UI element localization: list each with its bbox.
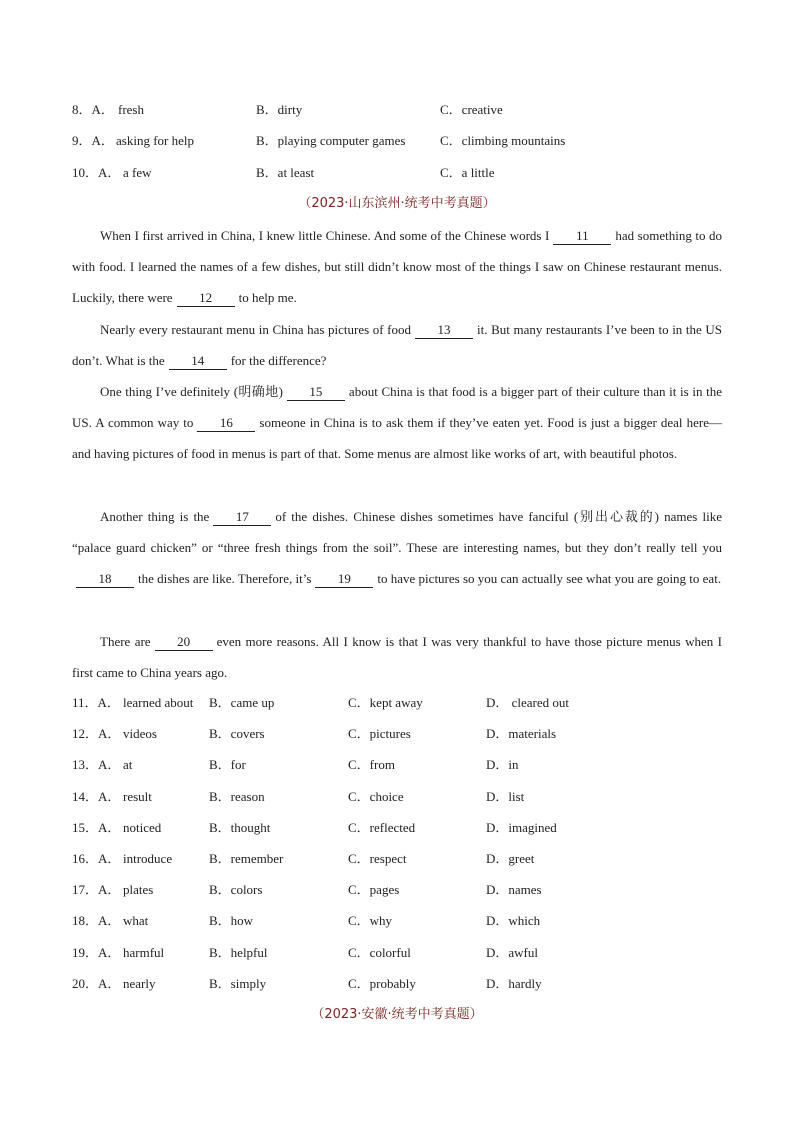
option-b: B．covers: [209, 726, 265, 741]
blank-19: 19: [315, 571, 373, 588]
blank-13: 13: [415, 322, 473, 339]
question-number: 20．A．: [72, 976, 121, 991]
question-number: 14．A．: [72, 789, 121, 804]
question-number: 18．A．: [72, 913, 121, 928]
option-c: C．pictures: [348, 726, 411, 741]
option-c: C．probably: [348, 976, 416, 991]
option-c: C．climbing mountains: [440, 133, 566, 148]
passage-paragraph-3: One thing I’ve definitely (明确地) 15 about China is that food is a bigger part of their culture than it is in the US. A common way to 16 someone in China is to ask them if they’ve eaten yet. Food is just a bigger deal here—and having pictures of food in menus is part of that. Some menus are almost like works of art, with beautiful photos.: [72, 384, 722, 462]
question-number: 11．A．: [72, 695, 120, 710]
option-c: C．respect: [348, 851, 407, 866]
blank-18: 18: [76, 571, 134, 588]
option-b: B．at least: [256, 165, 315, 180]
section-heading: （2023·山东滨州·统考中考真题）: [298, 196, 496, 211]
option-a: harmful: [123, 945, 165, 960]
option-d: D．names: [486, 882, 542, 897]
option-a: videos: [123, 726, 157, 741]
option-d: D．which: [486, 913, 541, 928]
question-number: 10．A．: [72, 165, 121, 180]
blank-20: 20: [155, 634, 213, 651]
option-a: introduce: [123, 851, 173, 866]
question-number: 8．A．: [72, 102, 114, 117]
option-d: D． cleared out: [486, 695, 570, 710]
option-d: D．imagined: [486, 820, 557, 835]
option-c: C．choice: [348, 789, 404, 804]
option-b: B．how: [209, 913, 254, 928]
option-b: B．colors: [209, 882, 263, 897]
passage-paragraph-2: Nearly every restaurant menu in China has pictures of food 13 it. But many restaurants I’ve been to in the US don’t. What is the 14 for the difference?: [72, 322, 722, 369]
option-c: C．pages: [348, 882, 400, 897]
option-a: nearly: [123, 976, 156, 991]
option-a: what: [123, 913, 149, 928]
blank-14: 14: [169, 353, 227, 370]
blank-11: 11: [553, 228, 611, 245]
option-d: D．awful: [486, 945, 538, 960]
blank-16: 16: [197, 415, 255, 432]
option-c: C．creative: [440, 102, 503, 117]
question-number: 15．A．: [72, 820, 121, 835]
option-d: D．greet: [486, 851, 535, 866]
question-number: 16．A．: [72, 851, 121, 866]
option-b: B．helpful: [209, 945, 268, 960]
passage-paragraph-1: When I first arrived in China, I knew little Chinese. And some of the Chinese words I 11 had something to do with food. I learned the names of a few dishes, but still didn’t know most of the things I saw on Chinese restaurant menus. Luckily, there were 12 to help me.: [72, 228, 723, 306]
option-b: B．for: [209, 757, 246, 772]
option-c: C．kept away: [348, 695, 423, 710]
option-a: at: [123, 757, 133, 772]
option-a: fresh: [118, 102, 144, 117]
option-b: B．came up: [209, 695, 275, 710]
option-d: D．in: [486, 757, 519, 772]
option-d: D．list: [486, 789, 525, 804]
passage-paragraph-5: There are 20 even more reasons. All I know is that I was very thankful to have those picture menus when I first came to China years ago.: [72, 634, 722, 681]
option-c: C．a little: [440, 165, 495, 180]
option-a: a few: [123, 165, 152, 180]
option-b: B．remember: [209, 851, 284, 866]
option-a: learned about: [123, 695, 194, 710]
option-c: C．reflected: [348, 820, 416, 835]
option-c: C．colorful: [348, 945, 411, 960]
passage-paragraph-4: Another thing is the 17 of the dishes. Chinese dishes sometimes have fanciful (别出心裁的) names like “palace guard chicken” or “three fresh things from the soil”. These are interesting names, but they don’t really tell you18 the dishes are like. Therefore, it’s 19 to have pictures so you can actually see what you are going to eat.: [72, 509, 722, 587]
option-b: B．reason: [209, 789, 265, 804]
option-b: B．dirty: [256, 102, 303, 117]
option-d: D．materials: [486, 726, 557, 741]
blank-15: 15: [287, 384, 345, 401]
option-c: C．why: [348, 913, 393, 928]
option-b: B．simply: [209, 976, 267, 991]
question-number: 13．A．: [72, 757, 121, 772]
option-a: plates: [123, 882, 154, 897]
question-number: 9．A．: [72, 133, 114, 148]
blank-17: 17: [213, 509, 271, 526]
option-a: result: [123, 789, 152, 804]
question-number: 12．A．: [72, 726, 121, 741]
question-number: 19．A．: [72, 945, 121, 960]
option-c: C．from: [348, 757, 395, 772]
section-heading-2: （2023·安徽·统考中考真题）: [311, 1007, 483, 1022]
blank-12: 12: [177, 290, 235, 307]
option-b: B．thought: [209, 820, 271, 835]
option-d: D．hardly: [486, 976, 542, 991]
question-number: 17．A．: [72, 882, 121, 897]
option-a: noticed: [123, 820, 162, 835]
option-b: B．playing computer games: [256, 133, 406, 148]
option-a: asking for help: [116, 133, 194, 148]
